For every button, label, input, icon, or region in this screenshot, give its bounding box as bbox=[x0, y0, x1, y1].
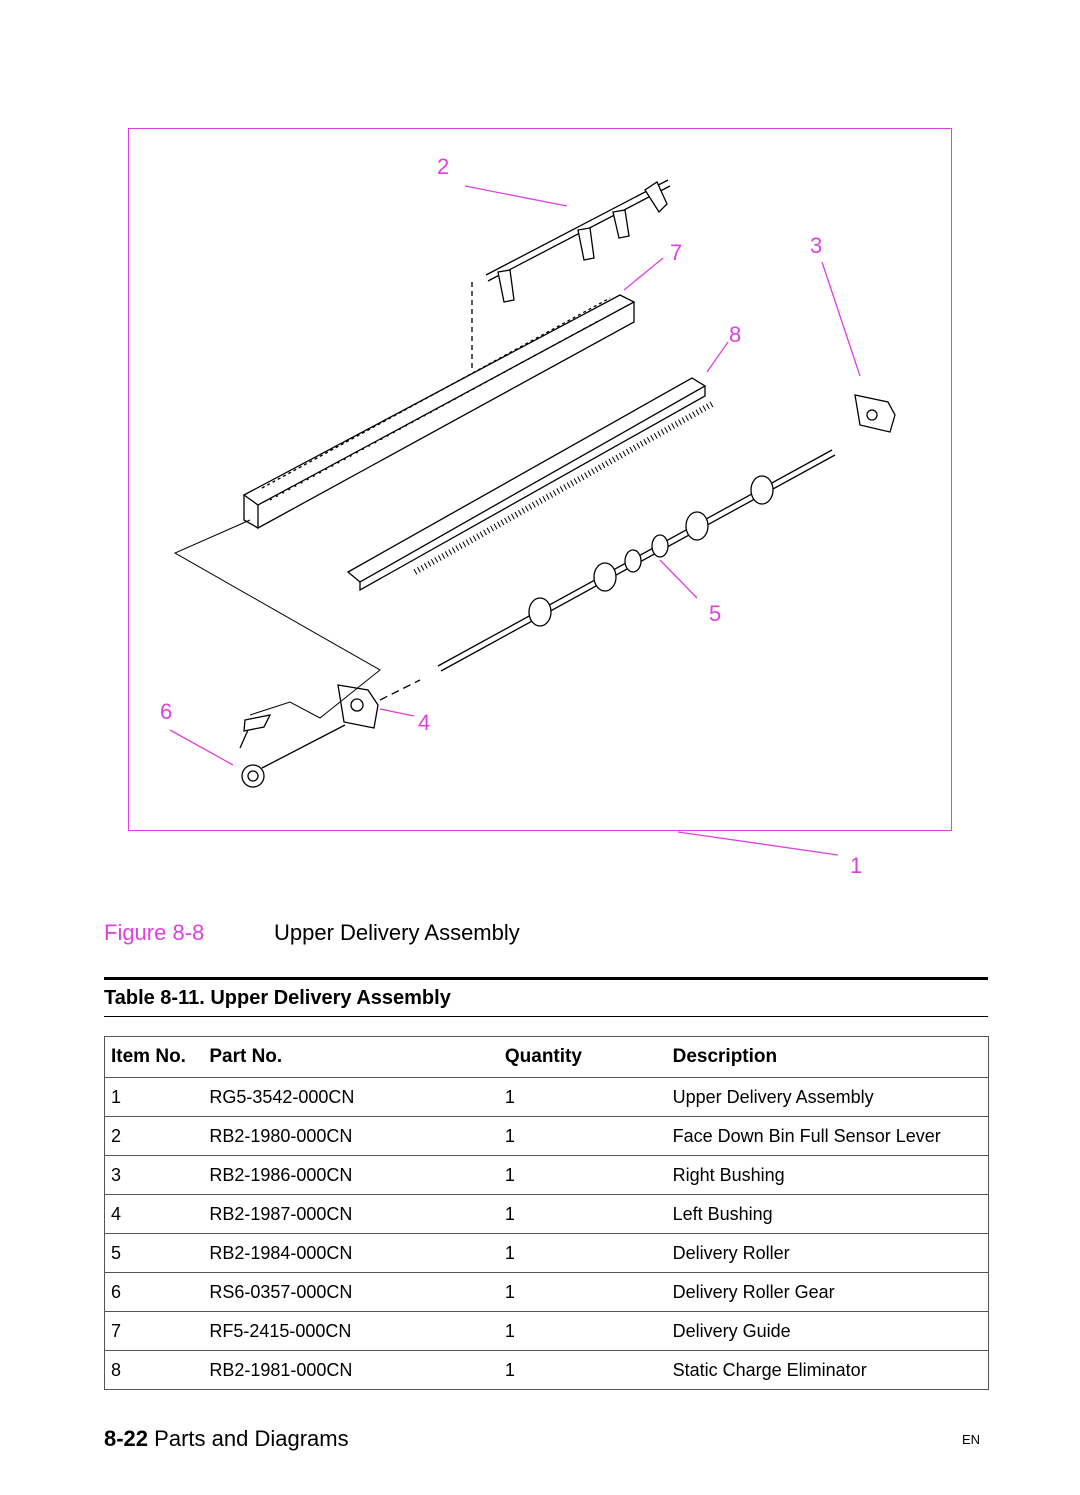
left-bushing-part bbox=[338, 680, 420, 728]
cell-item: 3 bbox=[105, 1156, 204, 1195]
figure-label: Figure 8-8 bbox=[104, 920, 205, 945]
cell-part: RG5-3542-000CN bbox=[203, 1078, 499, 1117]
header-description: Description bbox=[667, 1037, 989, 1078]
leader-line-2 bbox=[465, 186, 567, 206]
cell-desc: Static Charge Eliminator bbox=[667, 1351, 989, 1390]
cell-qty: 1 bbox=[499, 1273, 667, 1312]
table-row bbox=[105, 1117, 989, 1156]
static-charge-eliminator-part bbox=[348, 378, 712, 590]
leader-line-7 bbox=[624, 258, 663, 290]
delivery-roller-gear-part bbox=[240, 715, 345, 787]
cell-item: 2 bbox=[105, 1117, 204, 1156]
cell-desc: Delivery Guide bbox=[667, 1312, 989, 1351]
cell-part: RB2-1980-000CN bbox=[203, 1117, 499, 1156]
cell-part: RS6-0357-000CN bbox=[203, 1273, 499, 1312]
cell-desc: Face Down Bin Full Sensor Lever bbox=[667, 1117, 989, 1156]
cell-desc: Delivery Roller Gear bbox=[667, 1273, 989, 1312]
callout-6: 6 bbox=[160, 699, 173, 724]
table-row bbox=[105, 1273, 989, 1312]
cell-desc: Upper Delivery Assembly bbox=[667, 1078, 989, 1117]
table-row bbox=[105, 1351, 989, 1390]
leader-line-5 bbox=[660, 560, 697, 598]
cell-qty: 1 bbox=[499, 1117, 667, 1156]
cell-item: 4 bbox=[105, 1195, 204, 1234]
cell-qty: 1 bbox=[499, 1312, 667, 1351]
cell-part: RB2-1984-000CN bbox=[203, 1234, 499, 1273]
callout-8: 8 bbox=[729, 322, 742, 347]
cell-item: 6 bbox=[105, 1273, 204, 1312]
table-row bbox=[105, 1312, 989, 1351]
cell-part: RF5-2415-000CN bbox=[203, 1312, 499, 1351]
callout-3: 3 bbox=[810, 233, 823, 258]
leader-line-4 bbox=[380, 709, 414, 716]
cell-item: 1 bbox=[105, 1078, 204, 1117]
callout-4: 4 bbox=[418, 710, 431, 735]
cell-desc: Right Bushing bbox=[667, 1156, 989, 1195]
cell-qty: 1 bbox=[499, 1234, 667, 1273]
cell-qty: 1 bbox=[499, 1195, 667, 1234]
header-item-no: Item No. bbox=[105, 1037, 204, 1078]
table-title-rule bbox=[104, 1016, 988, 1017]
figure-caption bbox=[104, 920, 520, 946]
delivery-guide-part bbox=[244, 295, 634, 528]
table-row bbox=[105, 1078, 989, 1117]
cell-part: RB2-1986-000CN bbox=[203, 1156, 499, 1195]
page-footer bbox=[104, 1426, 349, 1452]
table-row bbox=[105, 1195, 989, 1234]
cell-qty: 1 bbox=[499, 1078, 667, 1117]
table-row bbox=[105, 1234, 989, 1273]
cell-qty: 1 bbox=[499, 1156, 667, 1195]
parts-table bbox=[104, 1036, 989, 1390]
page-number: 8-22 bbox=[104, 1426, 149, 1451]
leader-line-3 bbox=[822, 262, 860, 376]
table-top-rule bbox=[104, 977, 988, 980]
language-code: EN bbox=[962, 1432, 981, 1447]
sensor-lever-part bbox=[472, 180, 670, 370]
cell-item: 7 bbox=[105, 1312, 204, 1351]
delivery-roller-part bbox=[438, 450, 835, 671]
cell-part: RB2-1981-000CN bbox=[203, 1351, 499, 1390]
callout-1: 1 bbox=[850, 853, 863, 878]
table-header-row bbox=[105, 1037, 989, 1078]
leader-line-1 bbox=[678, 832, 838, 855]
cell-desc: Left Bushing bbox=[667, 1195, 989, 1234]
callout-5: 5 bbox=[709, 601, 722, 626]
cell-part: RB2-1987-000CN bbox=[203, 1195, 499, 1234]
table-title: Table 8-11. Upper Delivery Assembly bbox=[104, 987, 451, 1009]
callout-2: 2 bbox=[437, 154, 450, 179]
cell-item: 8 bbox=[105, 1351, 204, 1390]
leader-line-6 bbox=[170, 730, 233, 765]
cell-desc: Delivery Roller bbox=[667, 1234, 989, 1273]
cell-qty: 1 bbox=[499, 1351, 667, 1390]
leader-line-8 bbox=[707, 342, 728, 372]
table-row bbox=[105, 1156, 989, 1195]
header-part-no: Part No. bbox=[203, 1037, 499, 1078]
figure-title: Upper Delivery Assembly bbox=[274, 920, 520, 945]
right-bushing-part bbox=[855, 395, 895, 432]
cell-item: 5 bbox=[105, 1234, 204, 1273]
header-quantity: Quantity bbox=[499, 1037, 667, 1078]
section-name: Parts and Diagrams bbox=[154, 1426, 349, 1451]
callout-7: 7 bbox=[670, 240, 683, 265]
